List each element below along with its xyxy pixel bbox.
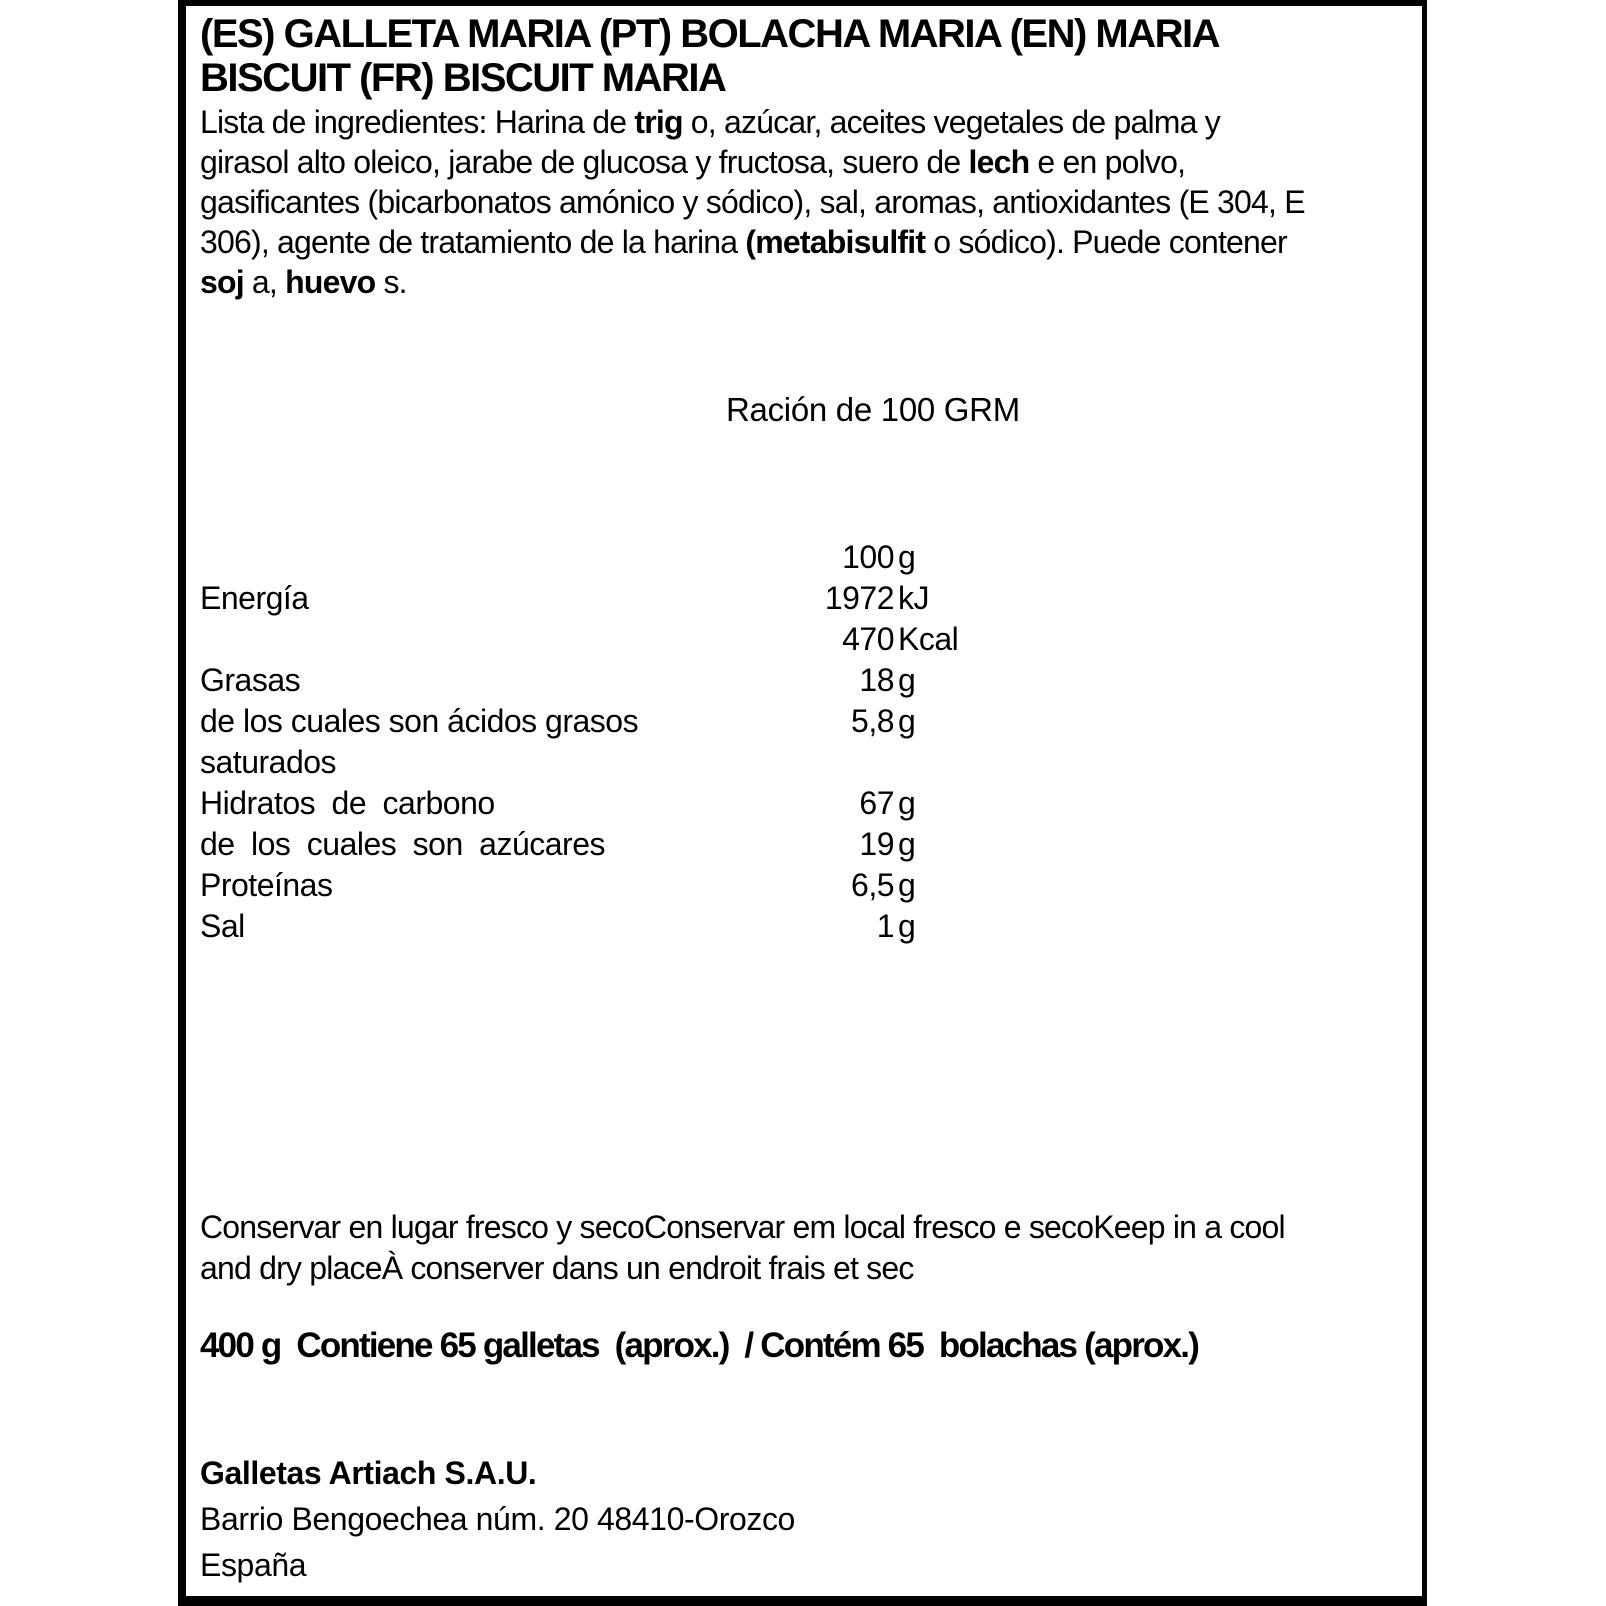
nutrition-row — [186, 537, 1422, 577]
nutrient-label: saturados — [200, 744, 337, 780]
ingredients-text: e en polvo, — [1029, 144, 1186, 180]
ingredients-text: a, — [243, 264, 286, 300]
nutrition-row — [186, 578, 1422, 618]
serving-size-heading: Ración de 100 GRM — [726, 391, 1020, 428]
nutrient-unit: g — [898, 785, 916, 821]
ingredients-text: 306), agente de tratamiento de la harina — [200, 224, 746, 260]
nutrient-label: Sal — [200, 908, 245, 944]
product-title-line2: BISCUIT (FR) BISCUIT MARIA — [200, 56, 726, 100]
nutrient-label: Energía — [200, 580, 309, 616]
allergen-text: (metabisulfit — [745, 224, 926, 260]
nutrient-value: 19 — [859, 826, 894, 862]
nutrient-label: Grasas — [200, 662, 301, 698]
nutrient-value: 18 — [859, 662, 894, 698]
nutrition-row — [186, 906, 1422, 946]
ingredients-text: s. — [375, 264, 407, 300]
nutrient-value: 5,8 — [851, 703, 894, 739]
nutrition-row — [186, 824, 1422, 864]
nutrient-unit: g — [898, 908, 916, 944]
ingredients-text: o, azúcar, aceites vegetales de palma y — [682, 104, 1220, 140]
nutrition-row — [186, 742, 1422, 782]
nutrient-unit: Kcal — [898, 621, 959, 657]
allergen-text: lech — [968, 144, 1030, 180]
manufacturer-address: Barrio Bengoechea núm. 20 48410-Orozco — [200, 1501, 795, 1537]
nutrient-value: 470 — [842, 621, 894, 657]
nutrient-value: 100 — [842, 539, 894, 575]
nutrient-value: 1972 — [824, 580, 894, 616]
ingredients-text: gasificantes (bicarbonatos amónico y sódico), sal, aromas, antioxidantes (E 304, E — [200, 184, 1305, 220]
nutrition-row — [186, 865, 1422, 905]
nutrient-value: 67 — [859, 785, 894, 821]
ingredients-text: Lista de ingredientes: Harina de — [200, 104, 635, 140]
product-title-line1: (ES) GALLETA MARIA (PT) BOLACHA MARIA (EN) MARIA — [200, 12, 1219, 56]
nutrient-value: 1 — [876, 908, 894, 944]
nutrient-unit: g — [898, 539, 916, 575]
allergen-text: soj — [200, 264, 244, 300]
nutrition-row — [186, 660, 1422, 700]
pack-size-line: 400 g Contiene 65 galletas (aprox.) / Contém 65 bolachas (aprox.) — [200, 1326, 1199, 1365]
nutrition-row — [186, 619, 1422, 659]
manufacturer-name: Galletas Artiach S.A.U. — [200, 1455, 537, 1491]
nutrient-label: de los cuales son ácidos grasos — [200, 703, 639, 739]
nutrient-unit: g — [898, 826, 916, 862]
manufacturer-country: España — [200, 1547, 307, 1583]
label-box — [178, 0, 1427, 1606]
nutrition-row — [186, 783, 1422, 823]
storage-line1: Conservar en lugar fresco y secoConservar em local fresco e secoKeep in a cool — [200, 1209, 1285, 1245]
nutrient-label: Proteínas — [200, 867, 333, 903]
nutrient-label: de los cuales son azúcares — [200, 826, 605, 862]
ingredients-text: o sódico). Puede contener — [925, 224, 1287, 260]
manufacturer-block — [200, 1450, 795, 1588]
nutrient-value: 6,5 — [851, 867, 894, 903]
nutrient-unit: kJ — [898, 580, 929, 616]
nutrient-unit: g — [898, 867, 916, 903]
nutrition-row — [186, 701, 1422, 741]
ingredients-text: girasol alto oleico, jarabe de glucosa y fructosa, suero de — [200, 144, 969, 180]
storage-instructions — [200, 1207, 1285, 1289]
nutrient-unit: g — [898, 662, 916, 698]
allergen-text: huevo — [285, 264, 376, 300]
allergen-text: trig — [634, 104, 683, 140]
nutrient-unit: g — [898, 703, 916, 739]
storage-line2: and dry placeÀ conserver dans un endroit frais et sec — [200, 1250, 914, 1286]
nutrient-label: Hidratos de carbono — [200, 785, 495, 821]
